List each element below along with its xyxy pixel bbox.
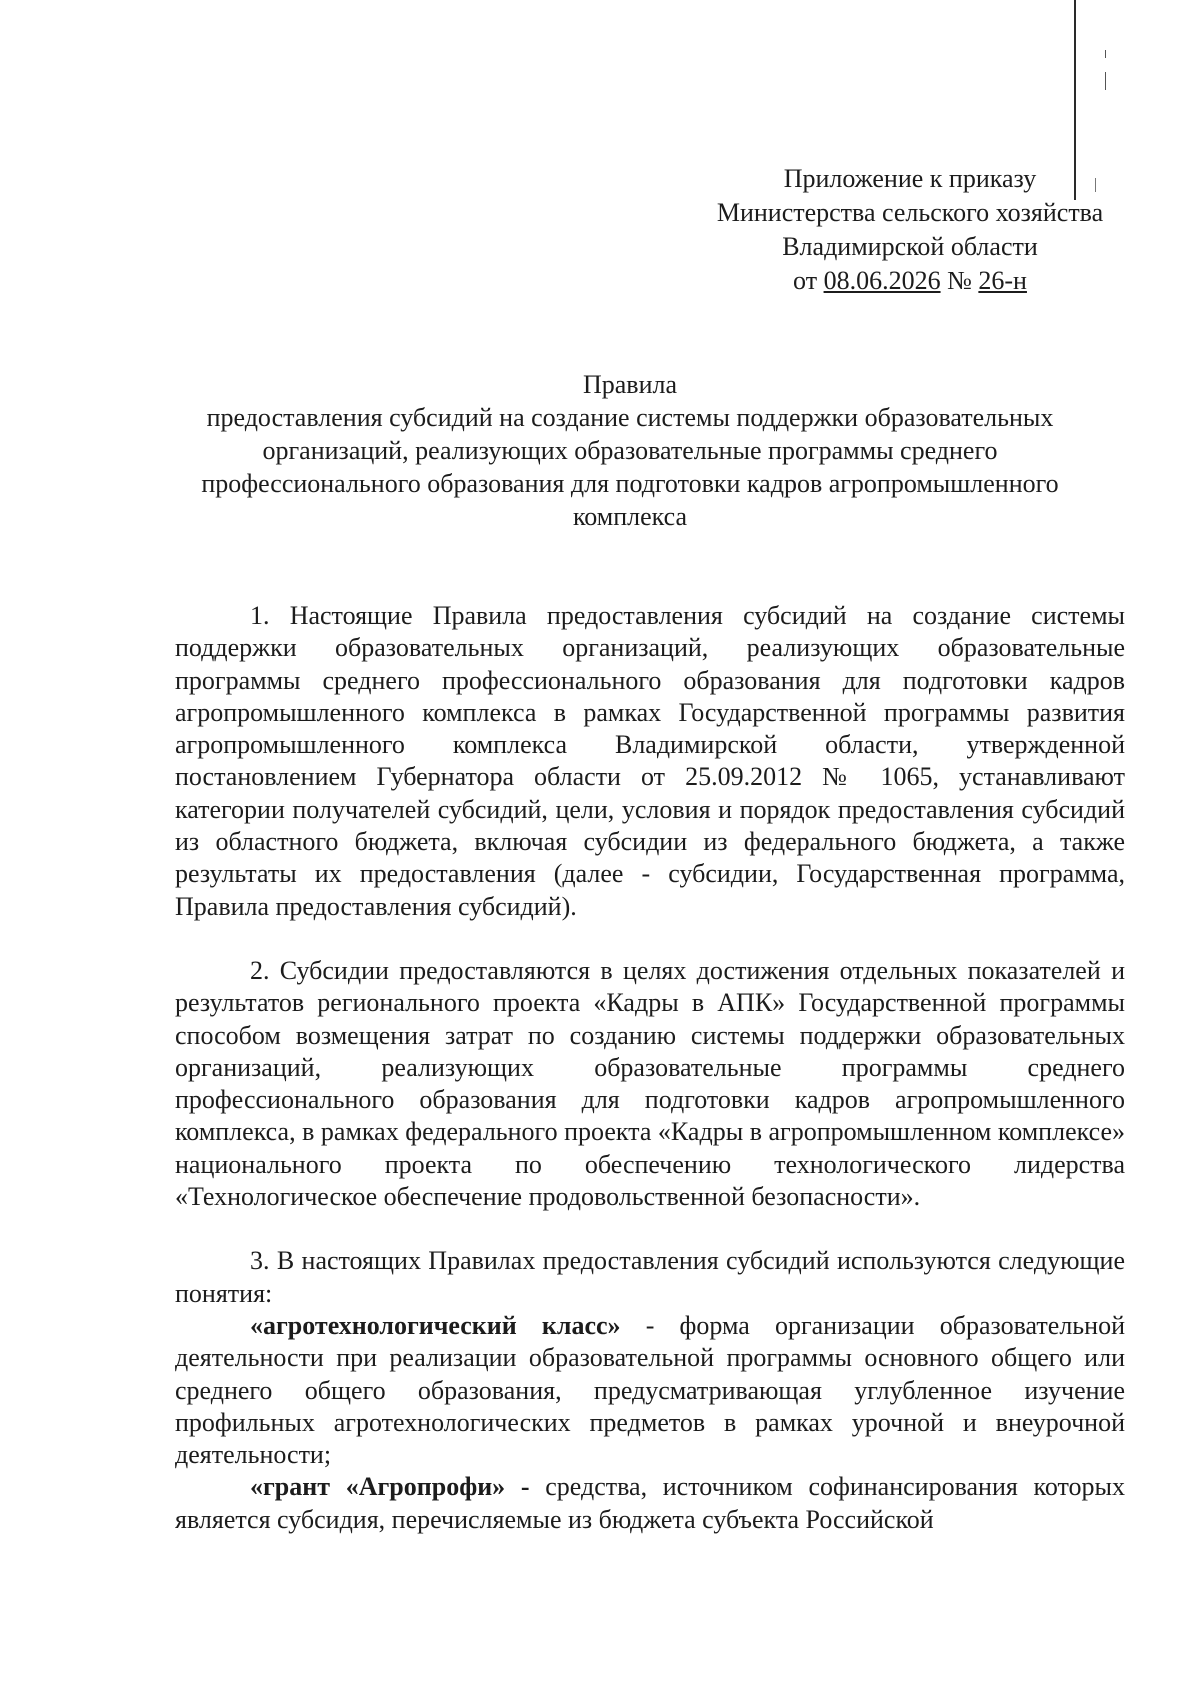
annex-date: 08.06.2026 <box>823 266 941 295</box>
scan-artifact-mark <box>1105 50 1106 58</box>
annex-line-1: Приложение к приказу <box>783 164 1037 193</box>
definition-text: - форма организации образовательной деятельности при реализации образовательной программы основного общего или среднего общего образования, предусматривающая углубленное изучение профильных агротехнологических предметов в рамках урочной и внеурочной деятельности; <box>175 1310 1125 1470</box>
annex-header <box>680 162 1140 298</box>
title-subtitle: предоставления субсидий на создание системы поддержки образовательных организаций, реализующих образовательные программы среднего профессионального образования для подготовки кадров агропромышленного комплекса <box>201 403 1059 531</box>
title-heading: Правила <box>582 370 678 399</box>
paragraph-3: 3. В настоящих Правилах предоставления субсидий используются следующие понятия: <box>175 1246 1125 1308</box>
document-title <box>150 368 1110 533</box>
scan-artifact-mark <box>1105 72 1106 90</box>
annex-line-3: Владимирской области <box>782 232 1038 261</box>
definition-agroprofi-grant <box>175 1471 1125 1536</box>
annex-date-line <box>680 264 1140 298</box>
paragraph-2: 2. Субсидии предоставляются в целях достижения отдельных показателей и результатов регионального проекта «Кадры в АПК» Государственной программы способом возмещения затрат по созданию системы поддержки образовательных организаций, реализующих образовательные программы среднего профессионального образования для подготовки кадров агропромышленного комплекса, в рамках федерального проекта «Кадры в агропромышленном комплексе» национального проекта по обеспечению технологического лидерства «Технологическое обеспечение продовольственной безопасности». <box>175 955 1125 1212</box>
document-body <box>175 600 1125 1536</box>
definition-term: «грант «Агропрофи» - <box>250 1472 530 1502</box>
definition-text: средства, источником софинансирования которых является субсидия, перечисляемые из бюджета субъекта Российской <box>175 1472 1125 1534</box>
definition-agro-class <box>175 1310 1125 1471</box>
paragraph-1: 1. Настоящие Правила предоставления субсидий на создание системы поддержки образовательных организаций, реализующих образовательные программы среднего профессионального образования для подготовки кадров агропромышленного комплекса в рамках Государственной программы развития агропромышленного комплекса Владимирской области, утвержденной постановлением Губернатора области от 25.09.2012 № 1065, устанавливают категории получателей субсидий, цели, условия и порядок предоставления субсидий из областного бюджета, включая субсидии из федерального бюджета, а также результаты их предоставления (далее - субсидии, Государственная программа, Правила предоставления субсидий). <box>175 601 1125 921</box>
annex-date-prefix: от <box>793 266 824 295</box>
annex-number: 26-н <box>978 266 1027 295</box>
annex-number-prefix: № <box>940 266 979 295</box>
annex-line-2: Министерства сельского хозяйства <box>716 198 1104 227</box>
definition-term: «агротехнологический класс» <box>250 1310 621 1340</box>
